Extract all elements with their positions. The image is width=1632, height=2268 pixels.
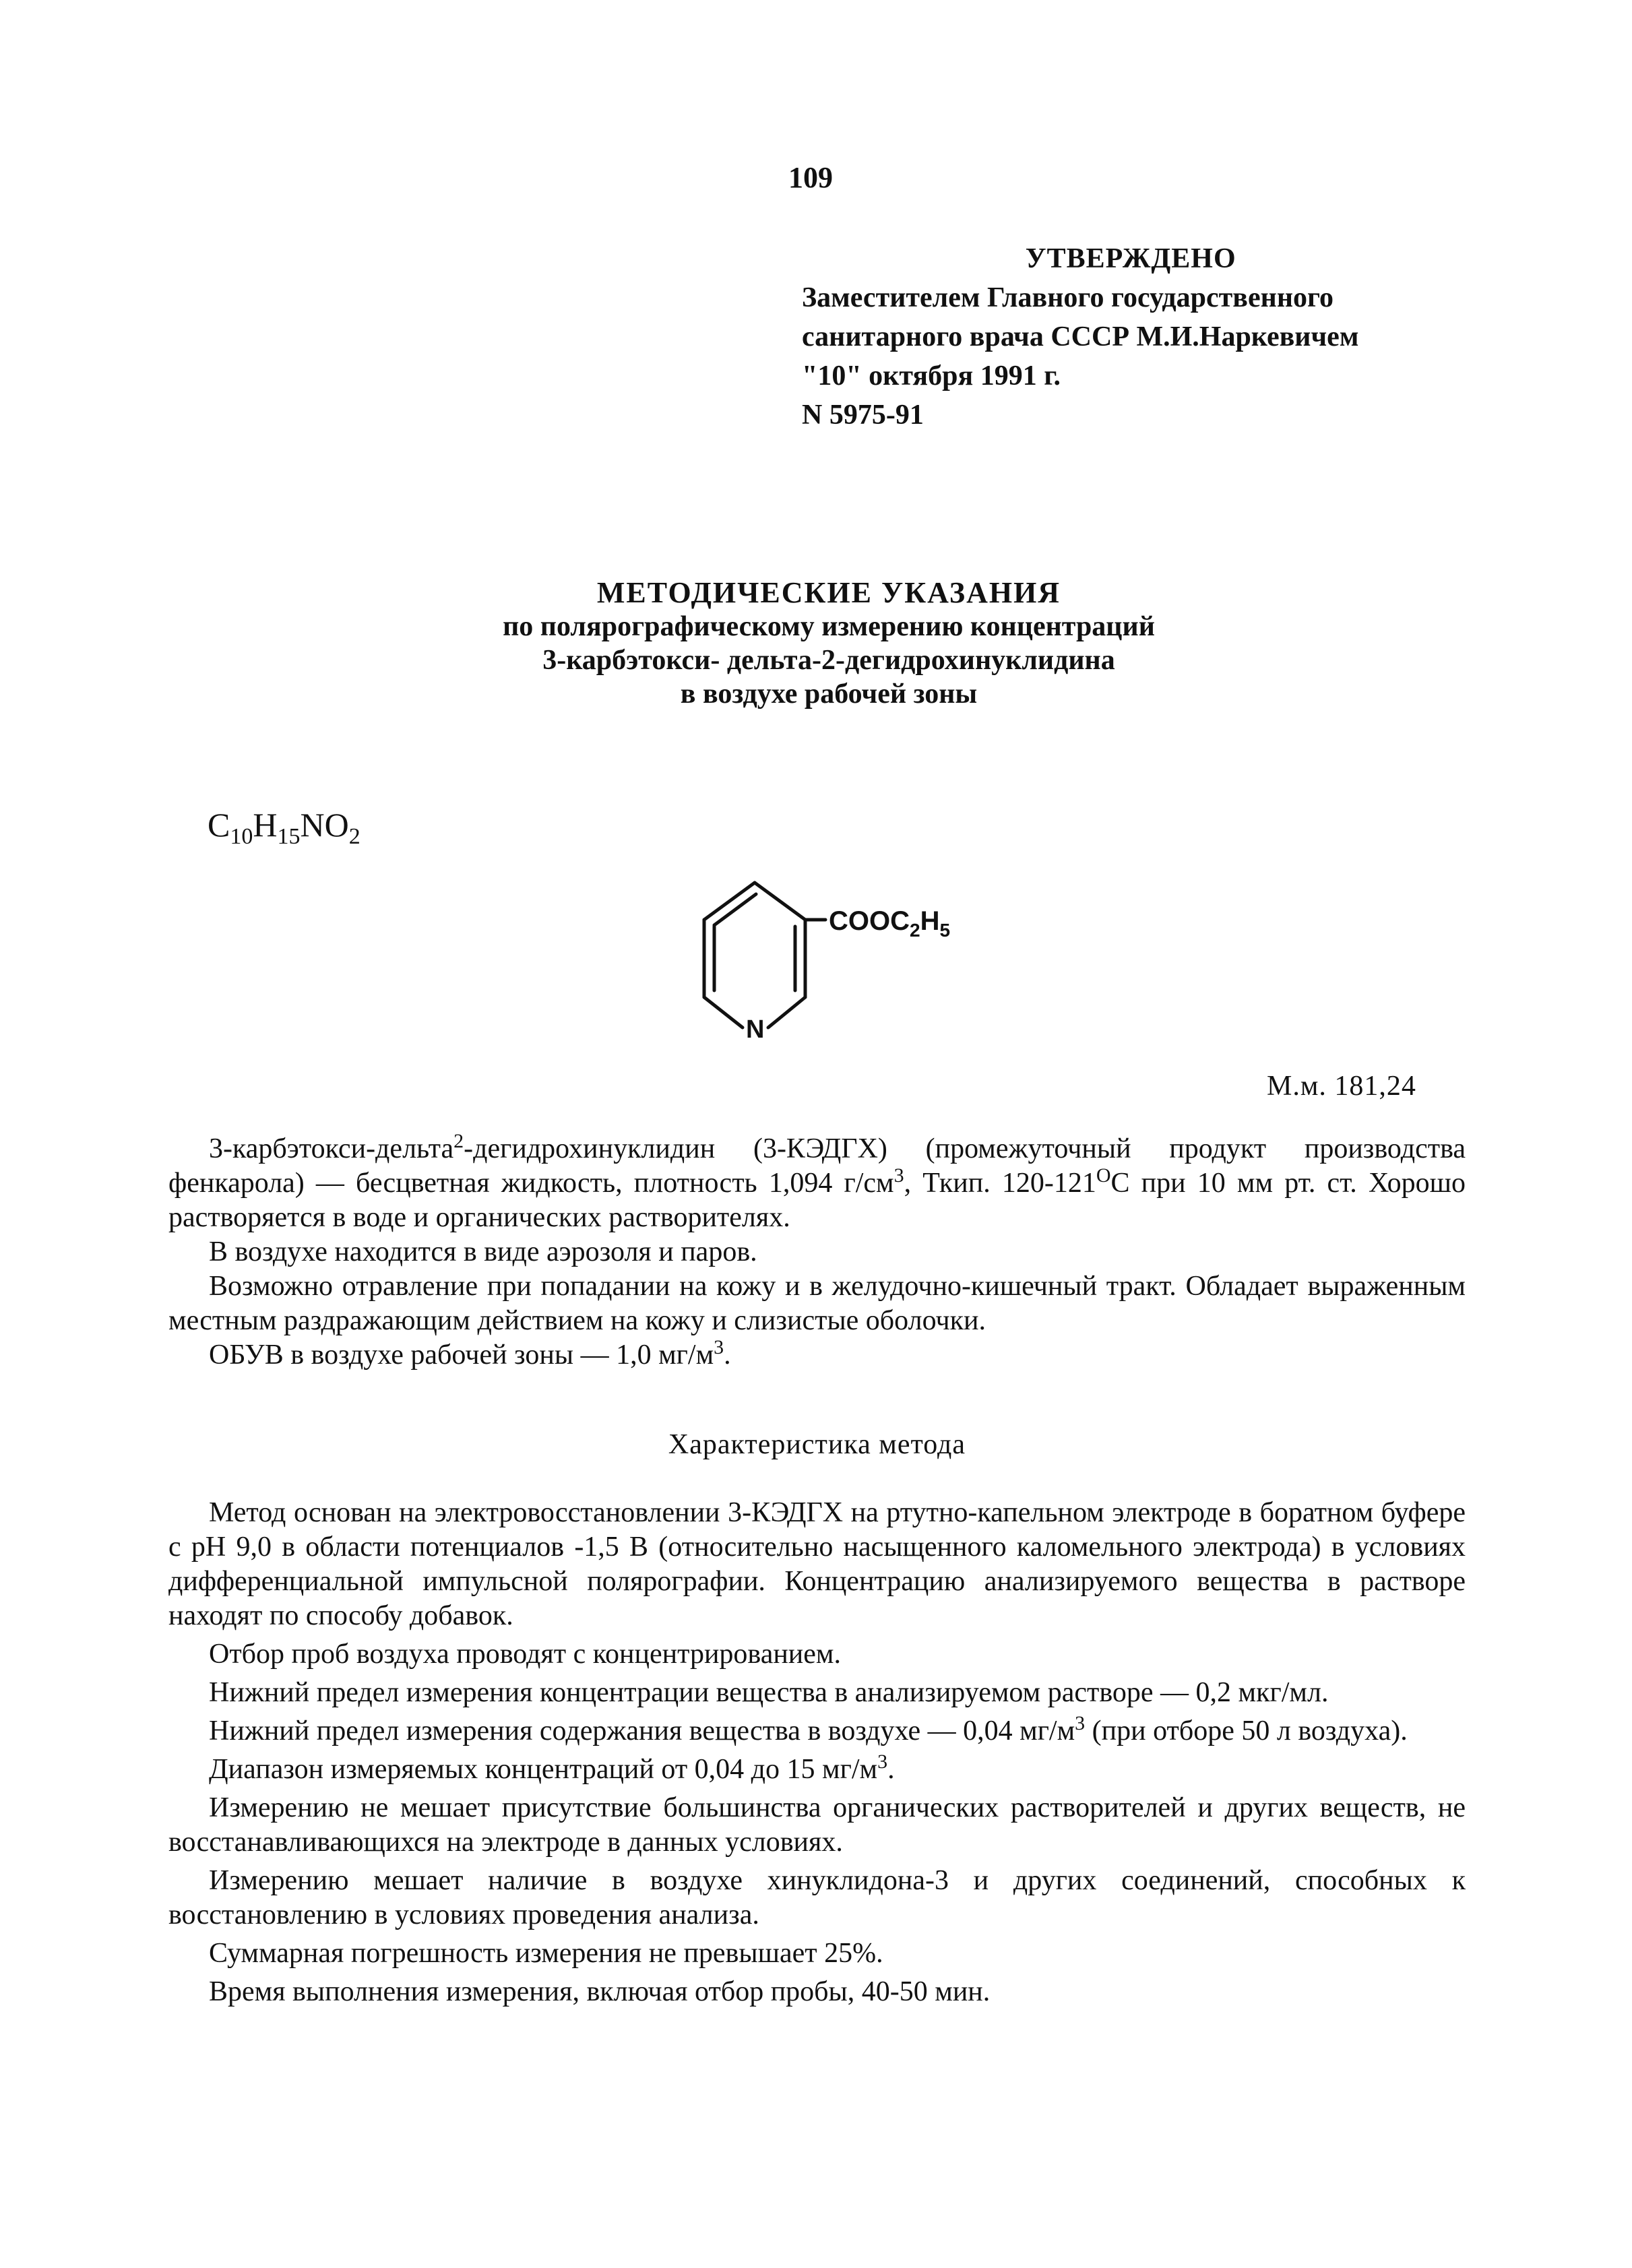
method-paragraph: Отбор проб воздуха проводят с концентрированием. [209,1639,842,1670]
method-paragraph: Нижний предел измерения содержания вещества в воздухе — 0,04 $мг/м^3$ (при отборе 50 л воздуха). [209,1712,1408,1746]
description-paragraph: В воздухе находится в виде аэрозоля и паров. [209,1236,757,1267]
title-line: МЕТОДИЧЕСКИЕ УКАЗАНИЯ [596,576,1061,609]
title-line: в воздухе рабочей зоны [680,679,978,710]
section-heading: Характеристика метода [668,1429,966,1460]
method-paragraph: Диапазон измеряемых концентраций от 0,04 до 15 $мг/м^3$. [209,1751,895,1785]
title-line: по полярографическому измерению концентраций [503,611,1155,642]
method-characteristics [168,1496,1466,2009]
approval-number: N 5975-91 [802,400,924,431]
method-paragraph: Измерению мешает наличие в воздухе хинуклидона-3 и других соединений, способных к восстановлению в условиях проведения анализа. [168,1865,1466,1930]
page-number: 109 [788,161,833,194]
approval-title: УТВЕРЖДЕНО [1025,243,1236,274]
method-paragraph: Суммарная погрешность измерения не превышает 25%. [209,1938,883,1969]
approval-date: "10" октября 1991 г. [802,360,1061,391]
method-paragraph: Нижний предел измерения концентрации вещества в анализируемом растворе — 0,2 мкг/мл. [209,1677,1329,1708]
description-paragraph: ОБУВ в воздухе рабочей зоны — 1,0 $мг/м^3$. [209,1336,731,1371]
nitrogen-atom-label: N [746,1015,765,1044]
description-paragraph: 3-карбэтокси-дельта$^2$-дегидрохинуклидин (3-КЭДГХ) (промежуточный продукт производства фенкарола) — бесцветная жидкость, плотность 1,094 $г/см^3$, Ткип. $120-121^ОС$ при 10 мм рт. ст. Хорошо растворяется в воде и органических растворителях. [168,1130,1466,1233]
structural-formula [681,859,964,1061]
method-paragraph: Время выполнения измерения, включая отбор пробы, 40-50 мин. [209,1976,991,2007]
title-line: 3-карбэтокси- дельта-2-дегидрохинуклидина [542,645,1115,676]
approval-line: Заместителем Главного государственного [802,282,1334,313]
substituent-label: $COOC_2H_5$ [829,906,951,941]
method-paragraph: Измерению не мешает присутствие большинства органических растворителей и других веществ, не восстанавливающихся на электроде в данных условиях. [168,1792,1466,1858]
substance-description [168,1132,1466,1373]
molecular-formula: $C_{10}H_{15}NO_2$ [208,806,360,849]
approval-block [802,239,1358,435]
document-title [404,576,1253,711]
molecular-weight: М.м. 181,24 [1267,1071,1416,1102]
description-paragraph: Возможно отравление при попадании на кожу и в желудочно-кишечный тракт. Обладает выраженным местным раздражающим действием на кожу и слизистые оболочки. [168,1271,1466,1336]
approval-line: санитарного врача СССР М.И.Наркевичем [802,321,1359,352]
method-paragraph: Метод основан на электровосстановлении 3-КЭДГХ на ртутно-капельном электроде в боратном буфере с рН 9,0 в области потенциалов -1,5 В (относительно насыщенного каломельного электрода) в условиях дифференциальной импульсной полярографии. Концентрацию анализируемого вещества в растворе находят по способу добавок. [168,1497,1466,1631]
